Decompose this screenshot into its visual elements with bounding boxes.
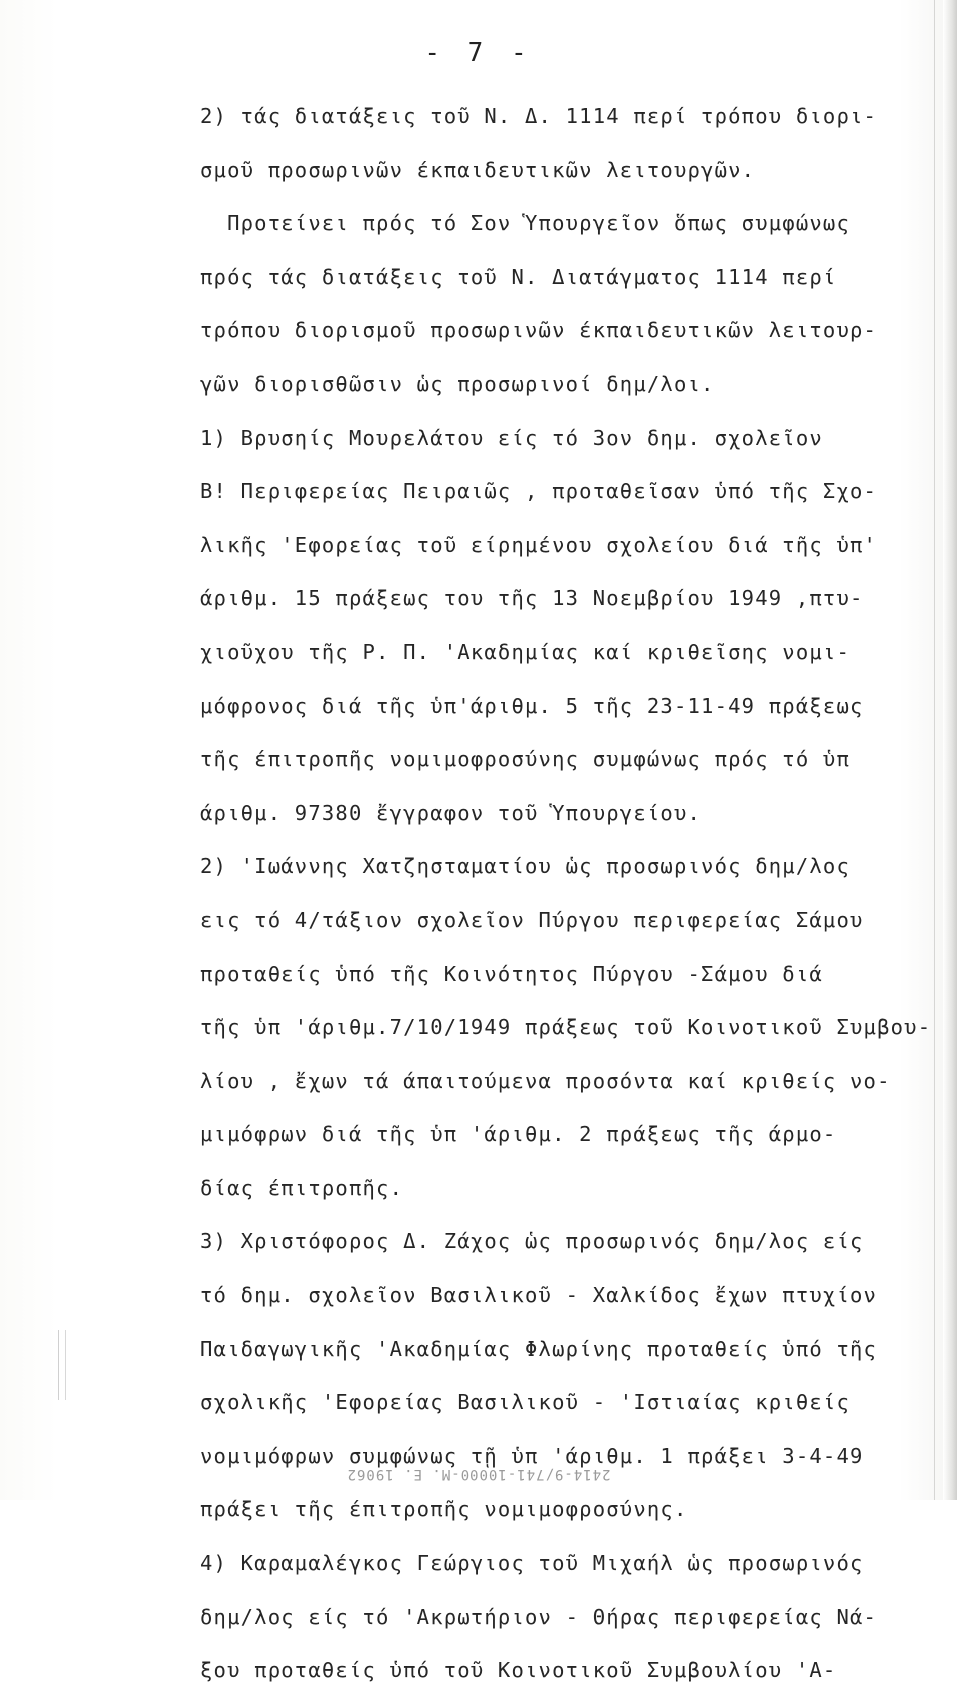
text-line: προταθείς ὑπό τῆς Κοινότητος Πύργου -Σάμου διά: [200, 961, 823, 986]
text-line: άριθμ. 15 πράξεως του τῆς 13 Νοεμβρίου 1949 ,πτυ-: [200, 586, 864, 611]
text-line: δίας έπιτροπῆς.: [200, 1175, 404, 1200]
text-line: εις τό 4/τάξιον σχολεῖον Πύργου περιφερείας Σάμου: [200, 907, 864, 932]
text-line: λίου , ἔχων τά άπαιτούμενα προσόντα καί κριθείς νο-: [200, 1068, 891, 1093]
text-line: σμοῦ προσωρινῶν έκπαιδευτικῶν λειτουργῶν.: [200, 157, 756, 182]
text-line: δημ/λος είς τό 'Ακρωτήριον - Θήρας περιφερείας Νά-: [200, 1604, 878, 1629]
text-line: τρόπου διορισμοῦ προσωρινῶν έκπαιδευτικῶν λειτουρ-: [200, 318, 878, 343]
text-line: μιμόφρων διά τῆς ὑπ 'άριθμ. 2 πράξεως τῆς άρμο-: [200, 1122, 837, 1147]
text-line: 2) 'Ιωάννης Χατζησταματίου ὡς προσωρινός δημ/λος: [200, 854, 851, 879]
text-line: 1) Βρυσηίς Μουρελάτου είς τό 3ον δημ. σχολεῖον: [200, 425, 823, 450]
text-line: χιοῦχου τῆς Ρ. Π. 'Ακαδημίας καί κριθεῖσης νομι-: [200, 639, 851, 664]
text-line: Β! Περιφερείας Πειραιῶς , προταθεῖσαν ὑπό τῆς Σχο-: [200, 479, 878, 504]
text-line: πρός τάς διατάξεις τοῦ Ν. Διατάγματος 1114 περί: [200, 264, 837, 289]
text-line: μόφρονος διά τῆς ὑπ'άριθμ. 5 τῆς 23-11-49 πράξεως: [200, 693, 864, 718]
text-line: τῆς έπιτροπῆς νομιμοφροσύνης συμφώνως πρός τό ὑπ: [200, 747, 851, 772]
text-line: Προτείνει πρός τό Σον Ὑπουργεῖον ὅπως συμφώνως: [200, 211, 851, 236]
text-line: γῶν διορισθῶσιν ὡς προσωρινοί δημ/λοι.: [200, 371, 715, 396]
page-number: - 7 -: [424, 38, 533, 68]
text-line: άριθμ. 97380 ἔγγραφον τοῦ Ὑπουργείου.: [200, 800, 702, 825]
page-edge-shadow: [943, 0, 957, 1500]
print-footer: 2414-9/741-10000-Μ. Ε. 19062: [346, 1466, 611, 1482]
text-line: 3) Χριστόφορος Δ. Ζάχος ὡς προσωρινός δημ/λος είς: [200, 1229, 864, 1254]
text-line: τῆς ὑπ 'άριθμ.7/10/1949 πράξεως τοῦ Κοινοτικοῦ Συμβου-: [200, 1015, 932, 1040]
text-line: 2) τάς διατάξεις τοῦ Ν. Δ. 1114 περί τρόπου διορι-: [200, 104, 878, 128]
typed-text-body: [200, 96, 932, 1704]
text-line: πράξει τῆς έπιτροπῆς νομιμοφροσύνης.: [200, 1497, 688, 1522]
text-line: λικῆς 'Εφορείας τοῦ είρημένου σχολείου διά τῆς ὑπ': [200, 532, 878, 557]
text-line: νομιμόφρων συμφώνως τῇ ὑπ 'άριθμ. 1 πράξει 3-4-49: [200, 1443, 864, 1468]
binding-marks: [58, 1330, 66, 1400]
page-edge-line: [934, 0, 935, 1500]
text-line: Παιδαγωγικῆς 'Ακαδημίας Φλωρίνης προταθείς ὑπό τῆς: [200, 1336, 878, 1361]
text-line: τό δημ. σχολεῖον Βασιλικοῦ - Χαλκίδος ἔχων πτυχίον: [200, 1283, 878, 1308]
text-line: 4) Καραμαλέγκος Γεώργιος τοῦ Μιχαήλ ὡς προσωρινός: [200, 1551, 864, 1576]
text-line: ξου προταθείς ὑπό τοῦ Κοινοτικοῦ Συμβουλίου 'Α-: [200, 1658, 837, 1683]
text-line: σχολικῆς 'Εφορείας Βασιλικοῦ - 'Ιστιαίας κριθείς: [200, 1390, 851, 1415]
